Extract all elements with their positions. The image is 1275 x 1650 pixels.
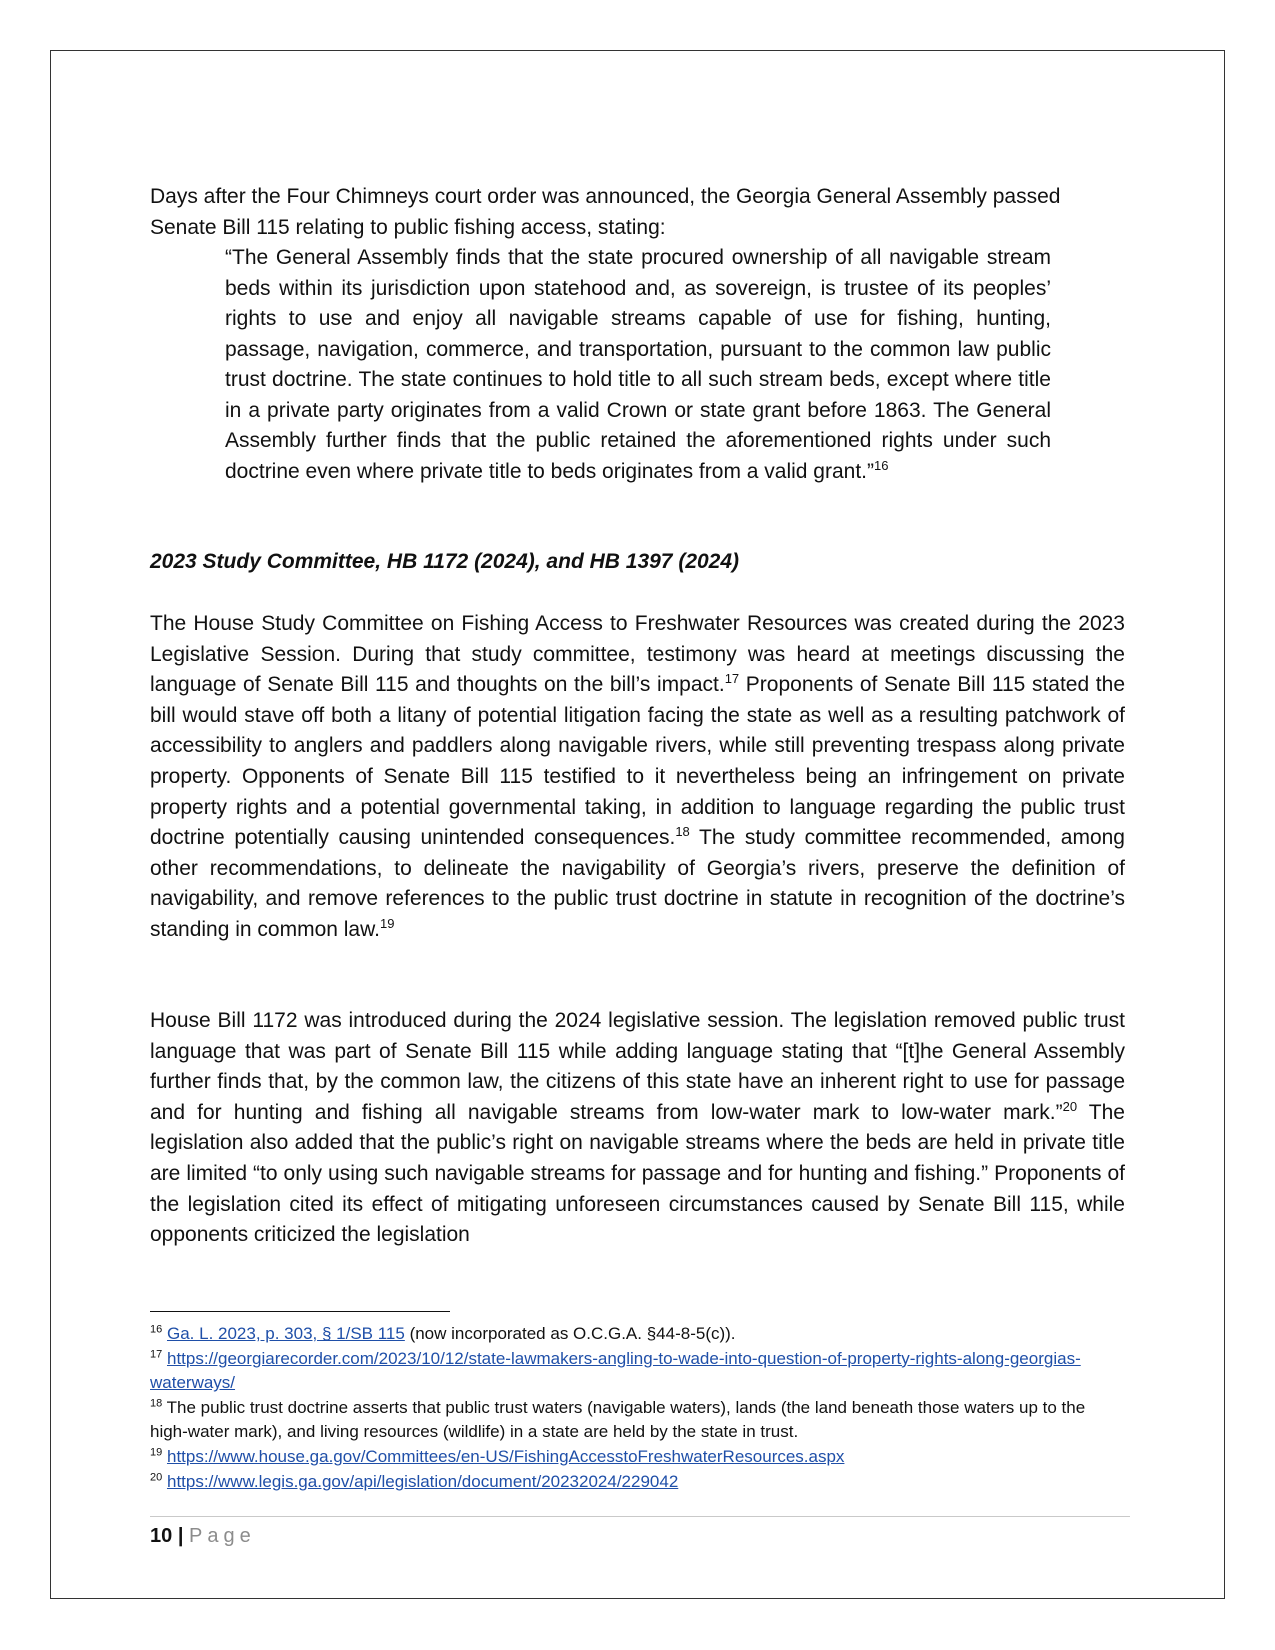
page-separator: | — [177, 1525, 184, 1547]
footnote-19 — [150, 1445, 1125, 1470]
text-run: Proponents of Senate Bill 115 stated the bill would stave off both a litany of potential litigation facing the state as well as a resulting patchwork of accessibility to anglers and paddlers along navigable rivers, while still preventing trespass along private property. Opponents of Senate Bill 115 testified to it nevertheless being an infringement on private property rights and a potential governmental taking, in addition to language regarding the public trust doctrine potentially causing unintended consequences. — [150, 673, 1125, 850]
lead-paragraph: Days after the Four Chimneys court order was announced, the Georgia General Assembly passed Senate Bill 115 relating to public fishing access, stating: — [150, 185, 1061, 239]
footnote-link[interactable]: https://www.legis.ga.gov/api/legislation/document/20232024/229042 — [166, 1471, 679, 1491]
footnote-number: 19 — [150, 1446, 163, 1459]
footnote-number: 18 — [150, 1397, 163, 1410]
footnote-ref-19[interactable]: 19 — [379, 915, 395, 931]
footnote-ref-20[interactable]: 20 — [1062, 1098, 1078, 1114]
block-quote — [225, 243, 1051, 487]
footnote-20 — [150, 1470, 1125, 1495]
footnote-number: 17 — [150, 1347, 163, 1360]
footnote-number: 16 — [150, 1323, 163, 1336]
page-number: 10 — [150, 1525, 173, 1547]
footnote-link[interactable]: https://georgiarecorder.com/2023/10/12/state-lawmakers-angling-to-wade-into-question-of-property-rights-along-georgias-waterways/ — [150, 1348, 1081, 1393]
footnote-ref-16[interactable]: 16 — [874, 457, 889, 473]
footnote-link[interactable]: https://www.house.ga.gov/Committees/en-US/FishingAccesstoFreshwaterResources.aspx — [166, 1446, 845, 1466]
text-run: House Bill 1172 was introduced during the 2024 legislative session. The legislation removed public trust language that was part of Senate Bill 115 while adding language stating that “[t]he General Assembly further finds that, by the common law, the citizens of this state have an inherent right to use for passage and for hunting and fishing all navigable streams from low-water mark to low-water mark.” — [150, 1009, 1125, 1124]
text-run: The study committee recommended, among other recommendations, to delineate the navigability of Georgia’s rivers, preserve the definition of navigability, and remove references to the public trust doctrine in statute in recognition of the doctrine’s standing in common law. — [150, 826, 1125, 941]
footnote-number: 20 — [150, 1470, 163, 1483]
footnote-18 — [150, 1396, 1125, 1445]
footnote-text: (now incorporated as O.C.G.A. §44-8-5(c)). — [404, 1324, 736, 1343]
footnotes — [150, 1322, 1125, 1494]
footnote-link[interactable]: Ga. L. 2023, p. 303, § 1/SB 115 — [166, 1324, 405, 1343]
footnote-ref-18[interactable]: 18 — [675, 824, 690, 840]
footer-separator — [150, 1516, 1130, 1517]
footnote-17 — [150, 1347, 1125, 1396]
page-footer — [150, 1523, 256, 1549]
footnote-text: The public trust doctrine asserts that public trust waters (navigable waters), lands (the land beneath those waters up to the high-water mark), and living resources (wildlife) in a state are held by the state in trust. — [150, 1397, 1086, 1442]
paragraph-hb-1172 — [150, 1006, 1125, 1251]
footnote-separator — [150, 1311, 450, 1312]
paragraph-study-committee — [150, 609, 1125, 946]
text-run: The House Study Committee on Fishing Access to Freshwater Resources was created during the 2023 Legislative Session. During that study committee, testimony was heard at meetings discussing the language of Senate Bill 115 and thoughts on the bill’s impact. — [150, 612, 1125, 697]
footnote-16 — [150, 1322, 1125, 1347]
section-heading: 2023 Study Committee, HB 1172 (2024), and HB 1397 (2024) — [150, 550, 740, 573]
page-label: Page — [188, 1525, 256, 1547]
quote-text: “The General Assembly finds that the state procured ownership of all navigable stream beds within its jurisdiction upon statehood and, as sovereign, is trustee of its peoples’ rights to use and enjoy all navigable streams capable of use for fishing, hunting, passage, navigation, commerce, and transportation, pursuant to the common law public trust doctrine. The state continues to hold title to all such stream beds, except where title in a private party originates from a valid Crown or state grant before 1863. The General Assembly further finds that the public retained the aforementioned rights under such doctrine even where private title to beds originates from a valid grant.” — [225, 246, 1051, 483]
text-run: The legislation also added that the public’s right on navigable streams where the beds are held in private title are limited “to only using such navigable streams for passage and for hunting and fishing.” Proponents of the legislation cited its effect of mitigating unforeseen circumstances caused by Senate Bill 115, while opponents criticized the legislation — [150, 1100, 1125, 1247]
footnote-ref-17[interactable]: 17 — [724, 671, 740, 687]
